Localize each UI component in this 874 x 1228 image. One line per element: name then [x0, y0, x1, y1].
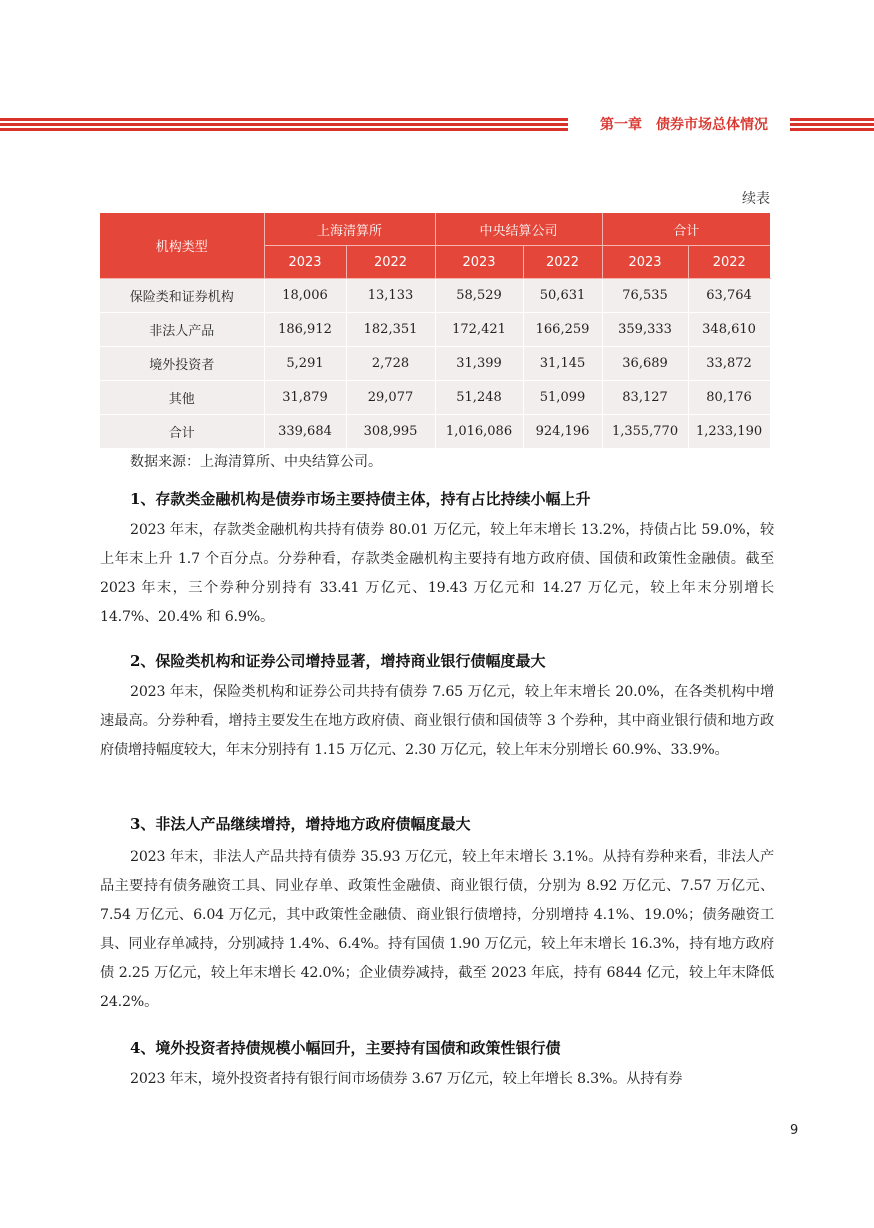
table-cell: 50,631 — [523, 279, 602, 313]
header-stripes-right — [790, 118, 874, 131]
table-cell: 83,127 — [602, 381, 688, 415]
header-stripes-left — [0, 118, 568, 131]
section-heading: 4、境外投资者持债规模小幅回升，主要持有国债和政策性银行债 — [130, 1039, 561, 1057]
group-header: 合计 — [602, 213, 770, 246]
table-row — [100, 279, 770, 313]
table-row — [100, 415, 770, 449]
table-cell: 51,248 — [435, 381, 523, 415]
table-cell: 31,879 — [264, 381, 346, 415]
year-header: 2022 — [346, 246, 435, 279]
page-number: 9 — [790, 1123, 799, 1138]
data-source-note: 数据来源：上海清算所、中央结算公司。 — [130, 454, 382, 470]
table-header-row — [100, 213, 770, 246]
table-cell: 33,872 — [688, 347, 770, 381]
table-cell: 186,912 — [264, 313, 346, 347]
section-heading: 3、非法人产品继续增持，增持地方政府债幅度最大 — [130, 815, 471, 833]
row-label: 保险类和证券机构 — [100, 279, 264, 313]
section-paragraph: 2023 年末，境外投资者持有银行间市场债券 3.67 万亿元，较上年增长 8.3%。从持有券 — [130, 1071, 683, 1087]
table-cell: 51,099 — [523, 381, 602, 415]
section-heading: 2、保险类机构和证券公司增持显著，增持商业银行债幅度最大 — [130, 652, 546, 670]
holdings-table — [100, 213, 771, 449]
section-heading: 1、存款类金融机构是债券市场主要持债主体，持有占比持续小幅上升 — [130, 490, 591, 508]
table-cell: 172,421 — [435, 313, 523, 347]
table-cell: 1,355,770 — [602, 415, 688, 449]
section-paragraph: 2023 年末，非法人产品共持有债券 35.93 万亿元，较上年末增长 3.1%。从持有券种来看，非法人产品主要持有债务融资工具、同业存单、政策性金融债、商业银行债，分别为 8.92 万亿元、7.57 万亿元、7.54 万亿元、6.04 万亿元，其中政策性金融债、商业银行债增持，分别增持 4.1%、19.0%；债务融资工具、同业存单减持，分别减持 1.4%、6.4%。持有国债 1.90 万亿元，较上年末增长 16.3%，持有地方政府债 2.25 万亿元，较上年末增长 42.0%；企业债券减持，截至 2023 年底，持有 6844 亿元，较上年末降低 24.2%。 — [100, 849, 774, 1010]
year-header: 2022 — [688, 246, 770, 279]
table-row — [100, 381, 770, 415]
continued-label: 续表 — [742, 191, 770, 207]
group-header: 上海清算所 — [264, 213, 435, 246]
row-label: 其他 — [100, 381, 264, 415]
table-cell: 359,333 — [602, 313, 688, 347]
section-paragraph: 2023 年末，保险类机构和证券公司共持有债券 7.65 万亿元，较上年末增长 20.0%，在各类机构中增速最高。分券种看，增持主要发生在地方政府债、商业银行债和国债等 3 个券种，其中商业银行债和地方政府债增持幅度较大，年末分别持有 1.15 万亿元、2.30 万亿元，较上年末分别增长 60.9%、33.9%。 — [100, 684, 774, 758]
table-row — [100, 347, 770, 381]
table-cell: 29,077 — [346, 381, 435, 415]
section-paragraph: 2023 年末，存款类金融机构共持有债券 80.01 万亿元，较上年末增长 13.2%，持债占比 59.0%，较上年末上升 1.7 个百分点。分券种看，存款类金融机构主要持有地方政府债、国债和政策性金融债。截至 2023 年末，三个券种分别持有 33.41 万亿元、19.43 万亿元和 14.27 万亿元，较上年末分别增长 14.7%、20.4% 和 6.9%。 — [100, 522, 774, 625]
table-cell: 18,006 — [264, 279, 346, 313]
table-row — [100, 313, 770, 347]
table-cell: 63,764 — [688, 279, 770, 313]
table-cell: 308,995 — [346, 415, 435, 449]
table-cell: 2,728 — [346, 347, 435, 381]
table-cell: 1,016,086 — [435, 415, 523, 449]
table-cell: 339,684 — [264, 415, 346, 449]
table-cell: 31,399 — [435, 347, 523, 381]
table-cell: 76,535 — [602, 279, 688, 313]
year-header: 2023 — [435, 246, 523, 279]
table-cell: 58,529 — [435, 279, 523, 313]
row-label: 合计 — [100, 415, 264, 449]
year-header: 2022 — [523, 246, 602, 279]
year-header: 2023 — [602, 246, 688, 279]
table-cell: 36,689 — [602, 347, 688, 381]
table-cell: 13,133 — [346, 279, 435, 313]
year-header: 2023 — [264, 246, 346, 279]
table-cell: 5,291 — [264, 347, 346, 381]
table-cell: 31,145 — [523, 347, 602, 381]
row-label: 境外投资者 — [100, 347, 264, 381]
column-header-institution-type: 机构类型 — [100, 213, 264, 279]
chapter-title: 第一章 债券市场总体情况 — [600, 117, 768, 133]
table-cell: 182,351 — [346, 313, 435, 347]
row-label: 非法人产品 — [100, 313, 264, 347]
table-cell: 80,176 — [688, 381, 770, 415]
table-cell: 348,610 — [688, 313, 770, 347]
table-cell: 1,233,190 — [688, 415, 770, 449]
table-cell: 166,259 — [523, 313, 602, 347]
table-cell: 924,196 — [523, 415, 602, 449]
group-header: 中央结算公司 — [435, 213, 602, 246]
